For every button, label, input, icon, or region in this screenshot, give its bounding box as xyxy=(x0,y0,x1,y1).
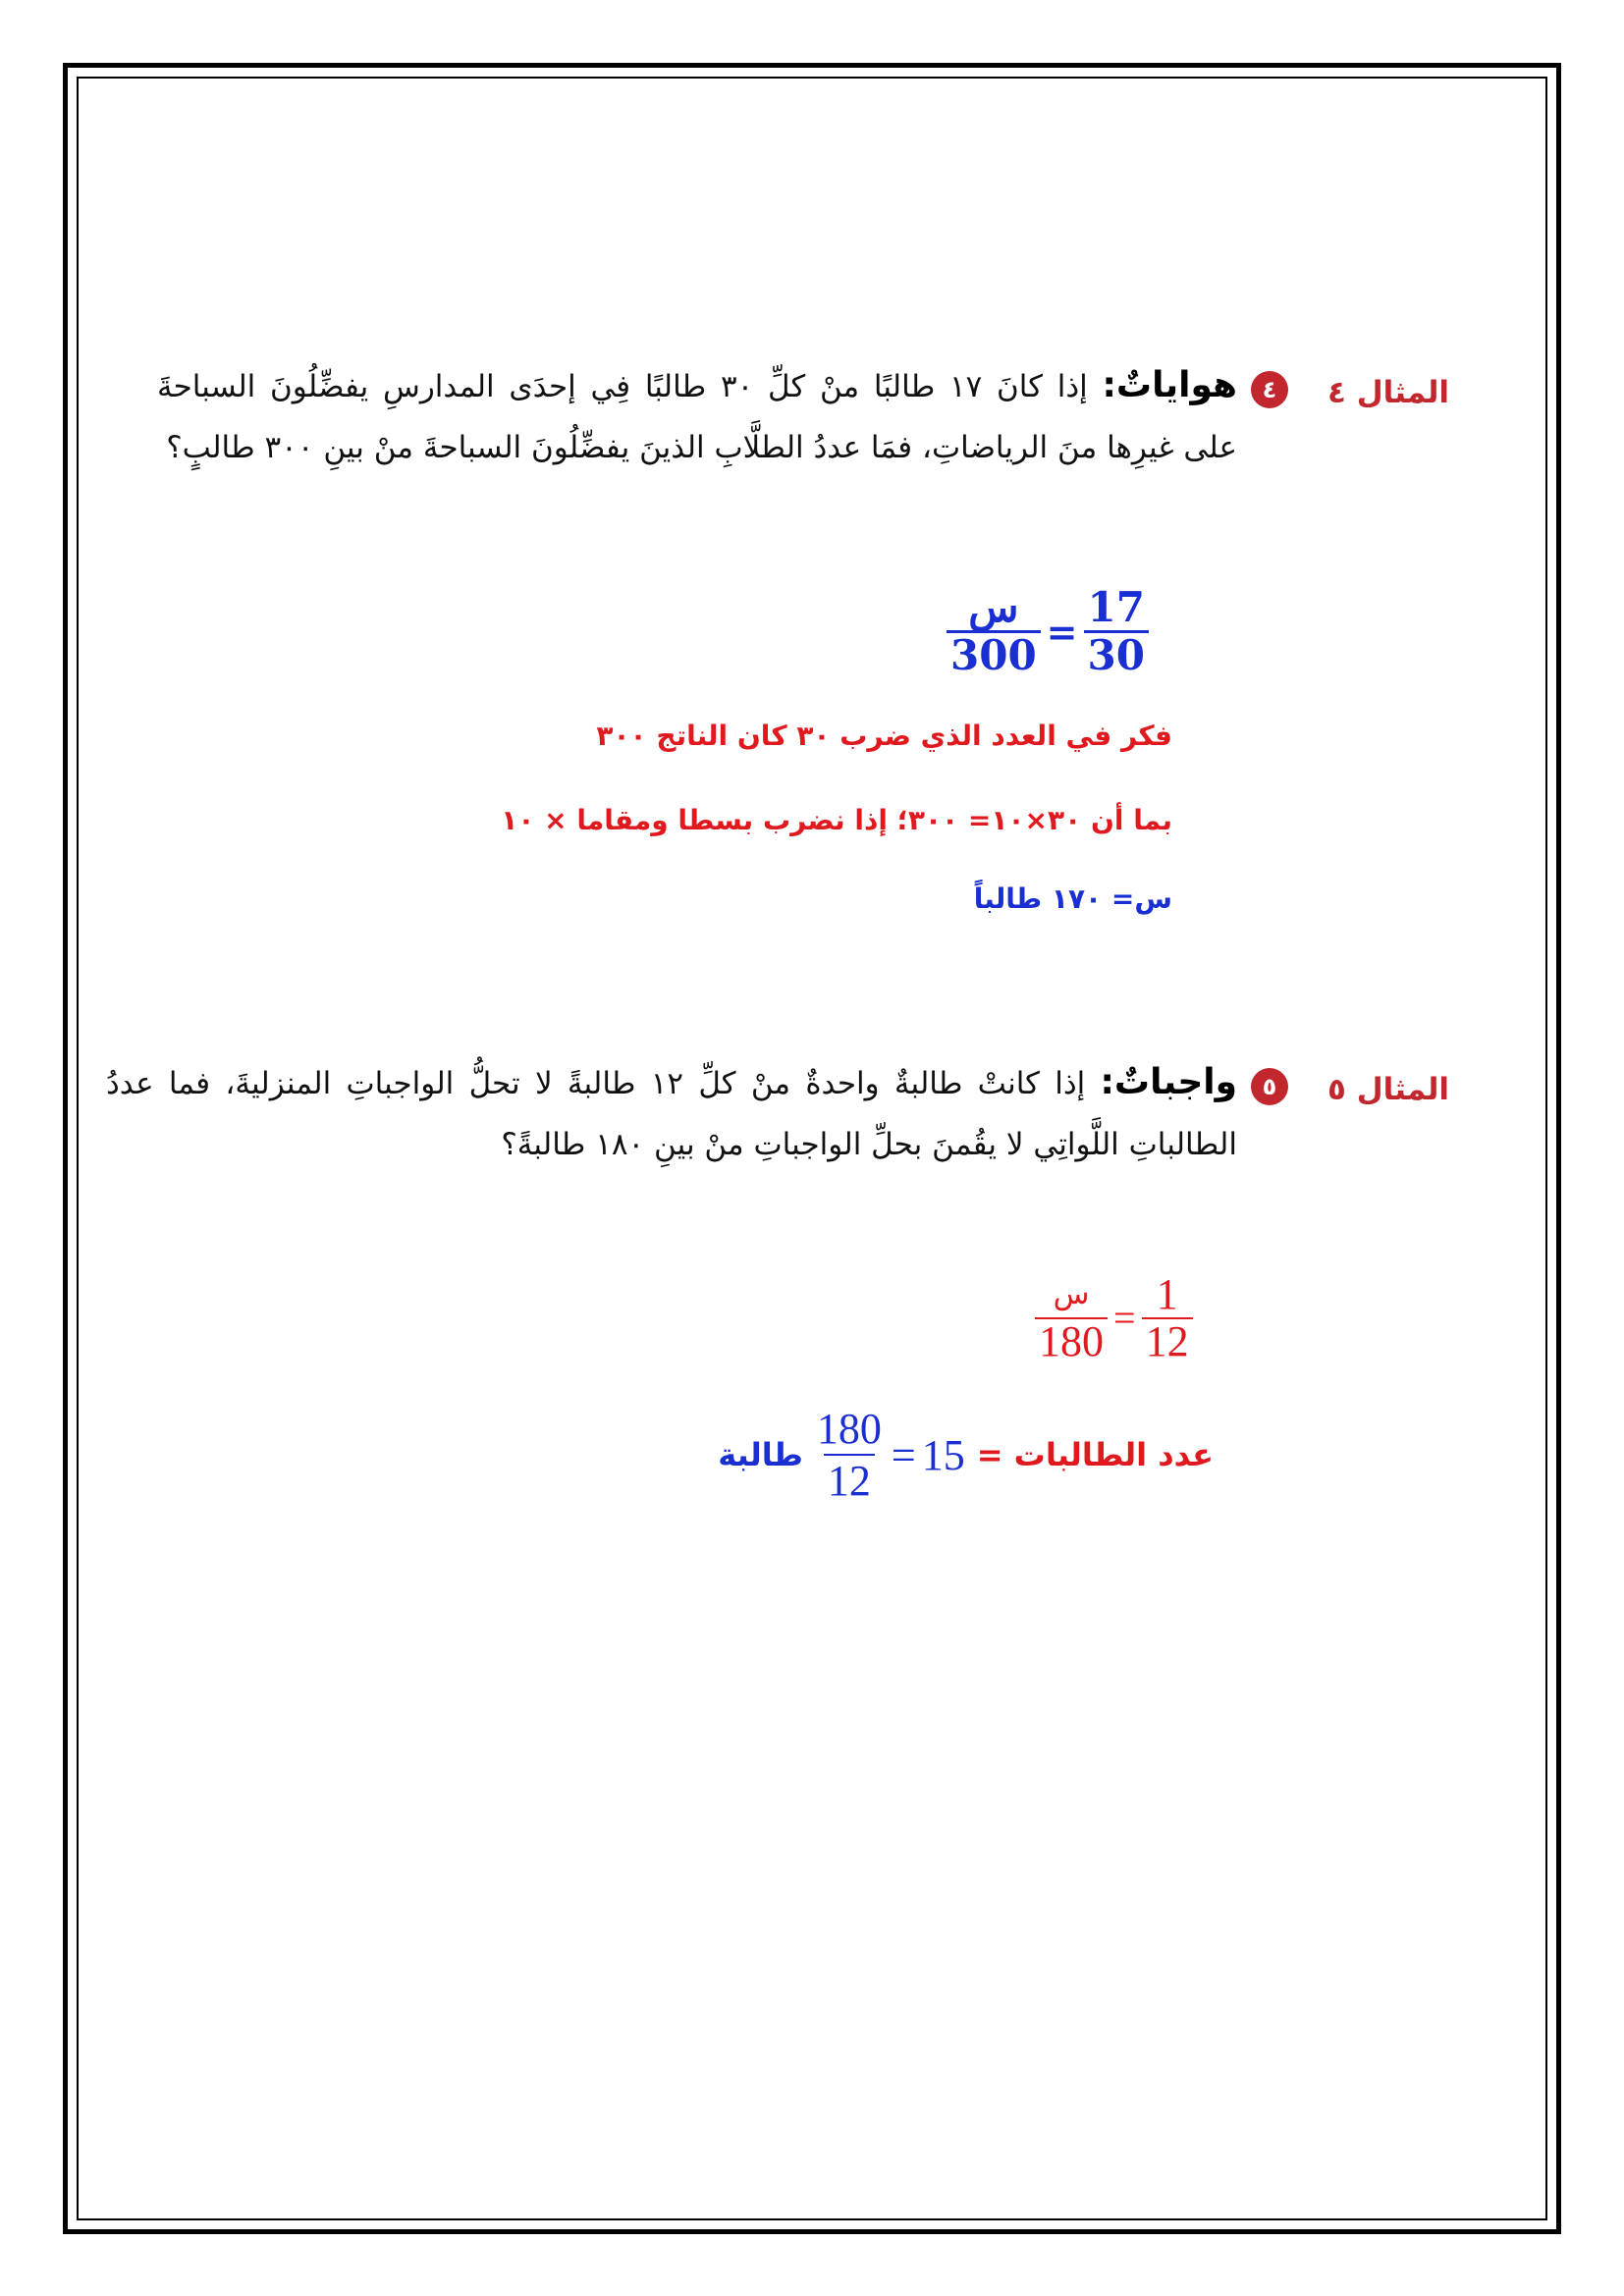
fraction-17-over-30 xyxy=(1084,585,1149,678)
result-unit: طالبة xyxy=(718,1436,803,1473)
fraction-denominator: 300 xyxy=(947,630,1041,678)
fraction-numerator: 180 xyxy=(816,1405,882,1453)
fraction-numerator: س xyxy=(1053,1277,1090,1311)
example-4-proportion xyxy=(947,585,1149,678)
fraction-numerator: س xyxy=(968,583,1019,631)
fraction-denominator: 30 xyxy=(1084,630,1149,678)
example-5-result xyxy=(718,1404,1214,1506)
result-expression xyxy=(813,1404,965,1506)
fraction-1-over-12 xyxy=(1142,1272,1193,1364)
example-4-problem-text: إذا كانَ ١٧ طالبًا منْ كلِّ ٣٠ طالبًا فِي إحدَى المدارسِ يفضِّلُونَ السباحةَ على غيرِها منَ الرياضاتِ، فمَا عددُ الطلَّابِ الذينَ يفضِّلُونَ السباحةَ منْ بينِ ٣٠٠ طالبٍ؟ xyxy=(157,369,1237,465)
fraction-x-over-300 xyxy=(947,585,1041,678)
fraction-x-over-180 xyxy=(1035,1272,1108,1364)
example-5-title: واجباتٌ: xyxy=(1100,1062,1237,1102)
result-value: 15 xyxy=(921,1430,965,1479)
example-4-label: المثال ٤ xyxy=(1327,375,1449,410)
example-4-answer: س= ١٧٠ طالباً xyxy=(973,882,1172,915)
fraction-numerator: 17 xyxy=(1087,583,1145,631)
example-4-number-badge-icon: ٤ xyxy=(1251,371,1288,408)
fraction-numerator: 1 xyxy=(1156,1270,1178,1318)
fraction-denominator: 12 xyxy=(1142,1317,1193,1364)
example-5-number-badge-icon: ٥ xyxy=(1251,1068,1288,1105)
example-4-step-2: بما أن ٣٠×١٠= ٣٠٠؛ إذا نضرب بسطا ومقاما × ١٠ xyxy=(501,804,1172,836)
equals-sign: = xyxy=(891,1430,916,1479)
example-5-label: المثال ٥ xyxy=(1327,1072,1449,1107)
example-5-problem xyxy=(106,1052,1237,1175)
fraction-denominator: 12 xyxy=(824,1454,875,1506)
example-4-problem xyxy=(157,355,1237,478)
fraction-denominator: 180 xyxy=(1035,1317,1108,1364)
example-5-proportion xyxy=(1035,1272,1193,1364)
example-5-problem-text: إذا كانتْ طالبةٌ واحدةٌ منْ كلِّ ١٢ طالبةً لا تحلُّ الواجباتِ المنزليةَ، فما عددُ الطالباتِ اللَّواتِي لا يقُمنَ بحلِّ الواجباتِ منْ بينِ ١٨٠ طالبةً؟ xyxy=(106,1066,1237,1162)
example-4-step-1: فكر في العدد الذي ضرب ٣٠ كان الناتج ٣٠٠ xyxy=(596,720,1172,752)
fraction-180-over-12 xyxy=(813,1404,886,1506)
result-label: عدد الطالبات = xyxy=(976,1436,1214,1473)
equals-sign: = xyxy=(1046,609,1078,654)
equals-sign: = xyxy=(1113,1296,1136,1340)
example-4-title: هواياتٌ: xyxy=(1102,365,1237,405)
